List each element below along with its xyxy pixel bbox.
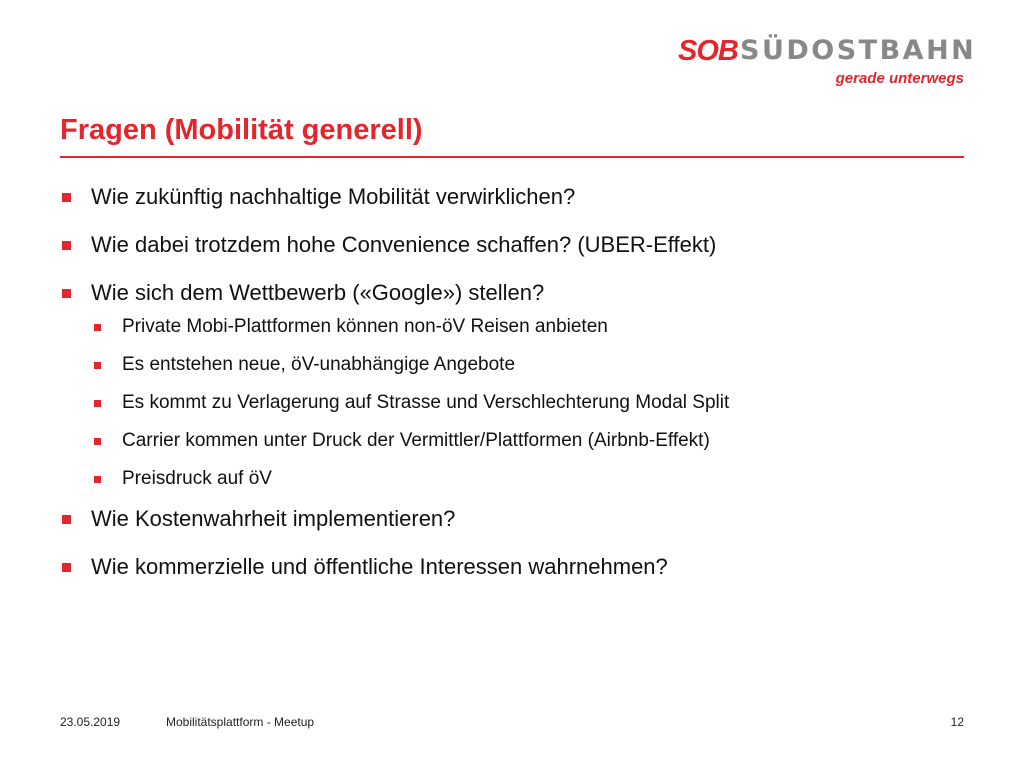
sub-bullet-text: Carrier kommen unter Druck der Vermittler/Plattformen (Airbnb-Effekt) (122, 430, 710, 451)
sub-bullet-square-icon (94, 400, 101, 407)
sob-logo-tagline: gerade unterwegs (835, 70, 964, 87)
bullet-item (60, 552, 960, 582)
bullet-item (60, 230, 960, 260)
sub-bullet-item (91, 352, 960, 378)
sub-bullet-item (91, 466, 960, 492)
footer-title: Mobilitätsplattform - Meetup (166, 715, 315, 729)
sub-bullet-item (91, 314, 960, 340)
bullet-text: Wie kommerzielle und öffentliche Interessen wahrnehmen? (91, 554, 668, 579)
sub-bullet-list (91, 314, 960, 492)
bullet-square-icon (62, 515, 71, 524)
bullet-item (60, 504, 960, 534)
sub-bullet-item (91, 390, 960, 416)
footer-date: 23.05.2019 (60, 715, 121, 729)
sub-bullet-text: Preisdruck auf öV (122, 468, 272, 489)
bullet-list (60, 182, 960, 600)
sub-bullet-square-icon (94, 324, 101, 331)
sub-bullet-text: Es kommt zu Verlagerung auf Strasse und Verschlechterung Modal Split (122, 392, 730, 413)
bullet-text: Wie dabei trotzdem hohe Convenience schaffen? (UBER-Effekt) (91, 232, 717, 257)
sub-bullet-text: Private Mobi-Plattformen können non-öV Reisen anbieten (122, 316, 608, 337)
sob-logo-mark: SOB (678, 35, 738, 67)
bullet-item (60, 182, 960, 212)
title-underline (60, 156, 964, 158)
slide-title: Fragen (Mobilität generell) (60, 114, 423, 146)
bullet-text: Wie sich dem Wettbewerb («Google») stellen? (91, 280, 545, 305)
sob-logo (664, 32, 977, 92)
bullet-square-icon (62, 289, 71, 298)
sub-bullet-square-icon (94, 476, 101, 483)
sub-bullet-square-icon (94, 362, 101, 369)
footer-page-number: 12 (950, 715, 964, 729)
bullet-text: Wie Kostenwahrheit implementieren? (91, 506, 456, 531)
sub-bullet-item (91, 428, 960, 454)
bullet-square-icon (62, 193, 71, 202)
bullet-square-icon (62, 563, 71, 572)
sob-logo-name: SÜDOSTBAHN (740, 35, 977, 66)
sub-bullet-text: Es entstehen neue, öV-unabhängige Angebote (122, 354, 516, 375)
bullet-square-icon (62, 241, 71, 250)
bullet-text: Wie zukünftig nachhaltige Mobilität verwirklichen? (91, 184, 576, 209)
sub-bullet-square-icon (94, 438, 101, 445)
bullet-item (60, 278, 960, 492)
